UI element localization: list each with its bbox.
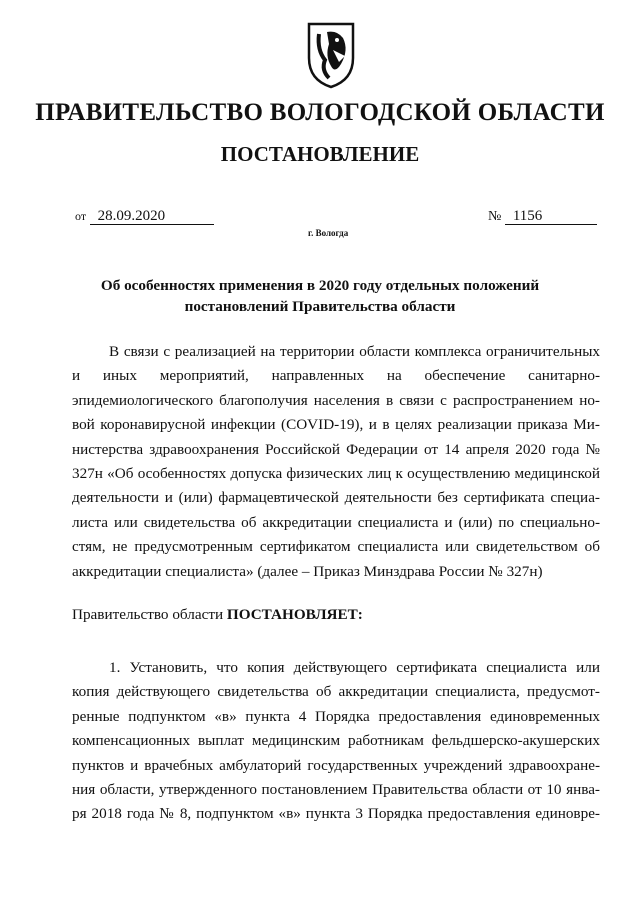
number-value: 1156 — [505, 208, 597, 225]
resolution-prefix: Правительство области — [72, 606, 227, 623]
text-line: эпидемиологического благополучия населения в связи с распространением но- — [72, 391, 600, 409]
text-line: компенсационных выплат медицинским работникам фельдшерско-акушерских — [72, 732, 600, 750]
number-prefix: № — [488, 209, 502, 224]
date-prefix: от — [75, 209, 87, 223]
text-line: вой коронавирусной инфекции (COVID-19), и в целях реализации приказа Ми- — [72, 416, 600, 434]
text-line: 327н «Об особенностях допуска физических лиц к осуществлению медицинской — [72, 465, 600, 483]
text-line: копия действующего свидетельства об аккредитации специалиста, предусмот- — [72, 683, 600, 701]
city-label: г. Вологда — [308, 228, 349, 238]
subject-line: Об особенностях применения в 2020 году отдельных положений — [100, 277, 540, 294]
text-line: листа или свидетельства об аккредитации специалиста и (или) по специально- — [72, 513, 600, 531]
clause-1-paragraph — [72, 656, 600, 827]
resolution-line — [72, 606, 363, 624]
date-value: 28.09.2020 — [90, 208, 214, 225]
preamble-paragraph — [72, 340, 600, 584]
text-line: стям, не предусмотренным сертификатом специалиста или свидетельством об — [72, 538, 600, 556]
text-line: 1. Установить, что копия действующего сертификата специалиста или — [109, 659, 600, 676]
document-subject — [0, 275, 640, 317]
text-line: ния области, утвержденного постановлением Правительства области от 10 янва- — [72, 781, 600, 799]
number-field — [488, 208, 597, 225]
government-title: ПРАВИТЕЛЬСТВО ВОЛОГОДСКОЙ ОБЛАСТИ — [35, 99, 605, 126]
text-line: ря 2018 года № 8, подпунктом «в» пункта 3 Порядка предоставления единовре- — [72, 805, 600, 823]
text-line: пунктов и врачебных амбулаторий государственных учреждений здравоохране- — [72, 756, 600, 774]
text-line: деятельности и (или) фармацевтической деятельности без сертификата специа- — [72, 489, 600, 507]
text-line: ренные подпунктом «в» пункта 4 Порядка предоставления единовременных — [72, 707, 600, 725]
subject-line: постановлений Правительства области — [184, 298, 456, 315]
text-line: нистерства здравоохранения Российской Федерации от 14 апреля 2020 года № — [72, 440, 600, 458]
date-field — [75, 208, 214, 225]
text-line: аккредитации специалиста» (далее – Приказ Минздрава России № 327н) — [72, 562, 543, 580]
resolution-verb: ПОСТАНОВЛЯЕТ: — [226, 606, 363, 623]
text-line: и иных мероприятий, направленных на обеспечение санитарно- — [72, 367, 600, 385]
text-line: В связи с реализацией на территории области комплекса ограничительных — [109, 343, 600, 360]
document-type: ПОСТАНОВЛЕНИЕ — [220, 142, 420, 166]
coat-of-arms-emblem — [303, 20, 359, 90]
